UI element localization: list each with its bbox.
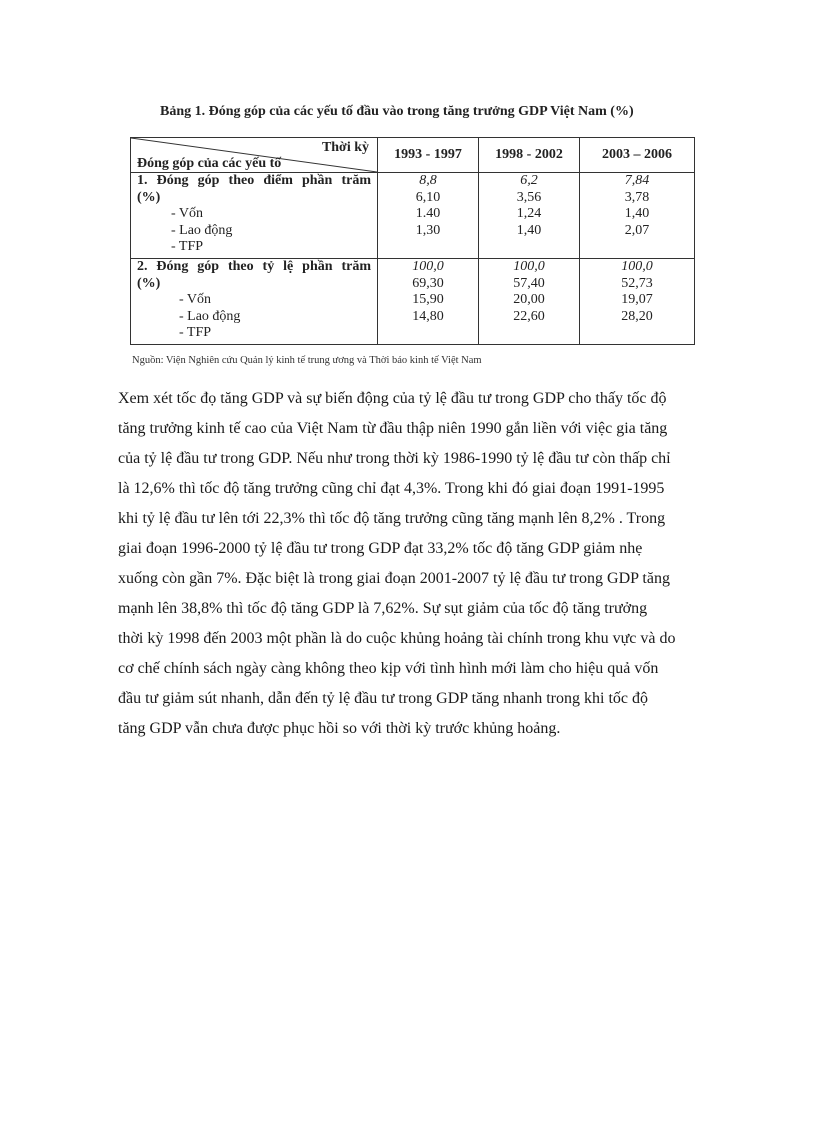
row-label: - TFP bbox=[179, 325, 212, 340]
value: 3,56 bbox=[516, 189, 542, 205]
total-value: 7,84 bbox=[624, 173, 650, 188]
value: 3,78 bbox=[624, 189, 650, 205]
table-caption: Bảng 1. Đóng góp của các yếu tố đầu vào trong tăng trưởng GDP Việt Nam (%) bbox=[160, 104, 634, 119]
value-cell bbox=[580, 259, 695, 345]
value-cell bbox=[479, 173, 580, 259]
row-label: - Lao động bbox=[179, 308, 241, 324]
value: 22,60 bbox=[513, 308, 545, 324]
group-title-unit: (%) bbox=[137, 189, 161, 205]
table-row bbox=[131, 259, 695, 345]
period-header: 2003 – 2006 bbox=[580, 138, 695, 173]
row-label: - TFP bbox=[171, 239, 204, 254]
value-cell bbox=[580, 173, 695, 259]
value: 57,40 bbox=[513, 275, 545, 291]
value: 1,40 bbox=[624, 206, 650, 221]
row-label: - Vốn bbox=[171, 206, 204, 221]
value: 1.40 bbox=[415, 206, 441, 221]
header-period-label: Thời kỳ bbox=[321, 140, 369, 155]
table-header-row bbox=[131, 138, 695, 173]
value: 1,40 bbox=[516, 222, 542, 238]
value: 1,30 bbox=[415, 222, 441, 238]
group-title: 2. Đóng góp theo tỷ lệ phần trăm bbox=[137, 259, 371, 274]
value: 1,24 bbox=[516, 206, 542, 221]
total-value: 8,8 bbox=[419, 173, 437, 188]
group-title-unit: (%) bbox=[137, 275, 161, 291]
group-title: 1. Đóng góp theo điểm phần trăm bbox=[137, 173, 371, 188]
table-source-note: Nguồn: Viện Nghiên cứu Quản lý kinh tế trung ương và Thời báo kinh tế Việt Nam bbox=[132, 355, 482, 366]
period-header: 1993 - 1997 bbox=[378, 138, 479, 173]
total-value: 100,0 bbox=[412, 259, 444, 274]
gdp-contribution-table bbox=[130, 137, 695, 345]
header-row-label: Đóng góp của các yếu tố bbox=[137, 156, 282, 171]
period-header: 1998 - 2002 bbox=[479, 138, 580, 173]
value: 69,30 bbox=[412, 275, 444, 291]
value-cell bbox=[378, 173, 479, 259]
row-label: - Vốn bbox=[179, 292, 212, 307]
value: 15,90 bbox=[412, 292, 444, 307]
value-cell bbox=[378, 259, 479, 345]
value: 19,07 bbox=[621, 292, 653, 307]
total-value: 6,2 bbox=[520, 173, 538, 188]
header-diagonal-cell bbox=[131, 138, 378, 173]
value: 52,73 bbox=[621, 275, 653, 291]
group-label-cell bbox=[131, 173, 378, 259]
value: 28,20 bbox=[621, 308, 653, 324]
table-row bbox=[131, 173, 695, 259]
value: 6,10 bbox=[415, 189, 441, 205]
total-value: 100,0 bbox=[513, 259, 545, 274]
total-value: 100,0 bbox=[621, 259, 653, 274]
value: 20,00 bbox=[513, 292, 545, 307]
body-paragraph: Xem xét tốc đọ tăng GDP và sự biến động của tỷ lệ đầu tư trong GDP cho thấy tốc độ tăng trưởng kinh tế cao của Việt Nam từ đầu thập niên 1990 gắn liền với việc gia tăng của tỷ lệ đầu tư trong GDP. Nếu như trong thời kỳ 1986-1990 tỷ lệ đầu tư còn thấp chỉ là 12,6% thì tốc độ tăng trưởng cũng chỉ đạt 4,3%. Trong khi đó giai đoạn 1991-1995 khi tỷ lệ đầu tư lên tới 22,3% thì tốc độ tăng trưởng cũng tăng mạnh lên 8,2% . Trong giai đoạn 1996-2000 tỷ lệ đầu tư trong GDP đạt 33,2% tốc độ tăng GDP giảm nhẹ xuống còn gần 7%. Đặc biệt là trong giai đoạn 2001-2007 tỷ lệ đầu tư trong GDP tăng mạnh lên 38,8% thì tốc độ tăng GDP là 7,62%. Sự sụt giảm của tốc độ tăng trưởng thời kỳ 1998 đến 2003 một phần là do cuộc khủng hoảng tài chính trong khu vực và do cơ chế chính sách ngày càng không theo kịp với tình hình mới làm cho hiệu quả vốn đầu tư giảm sút nhanh, dẫn đến tỷ lệ đầu tư trong GDP tăng nhanh trong khi tốc độ tăng GDP vẫn chưa được phục hồi so với thời kỳ trước khủng hoảng. bbox=[118, 390, 676, 737]
group-label-cell bbox=[131, 259, 378, 345]
value: 2,07 bbox=[624, 222, 650, 238]
value: 14,80 bbox=[412, 308, 444, 324]
value-cell bbox=[479, 259, 580, 345]
row-label: - Lao động bbox=[171, 222, 233, 238]
